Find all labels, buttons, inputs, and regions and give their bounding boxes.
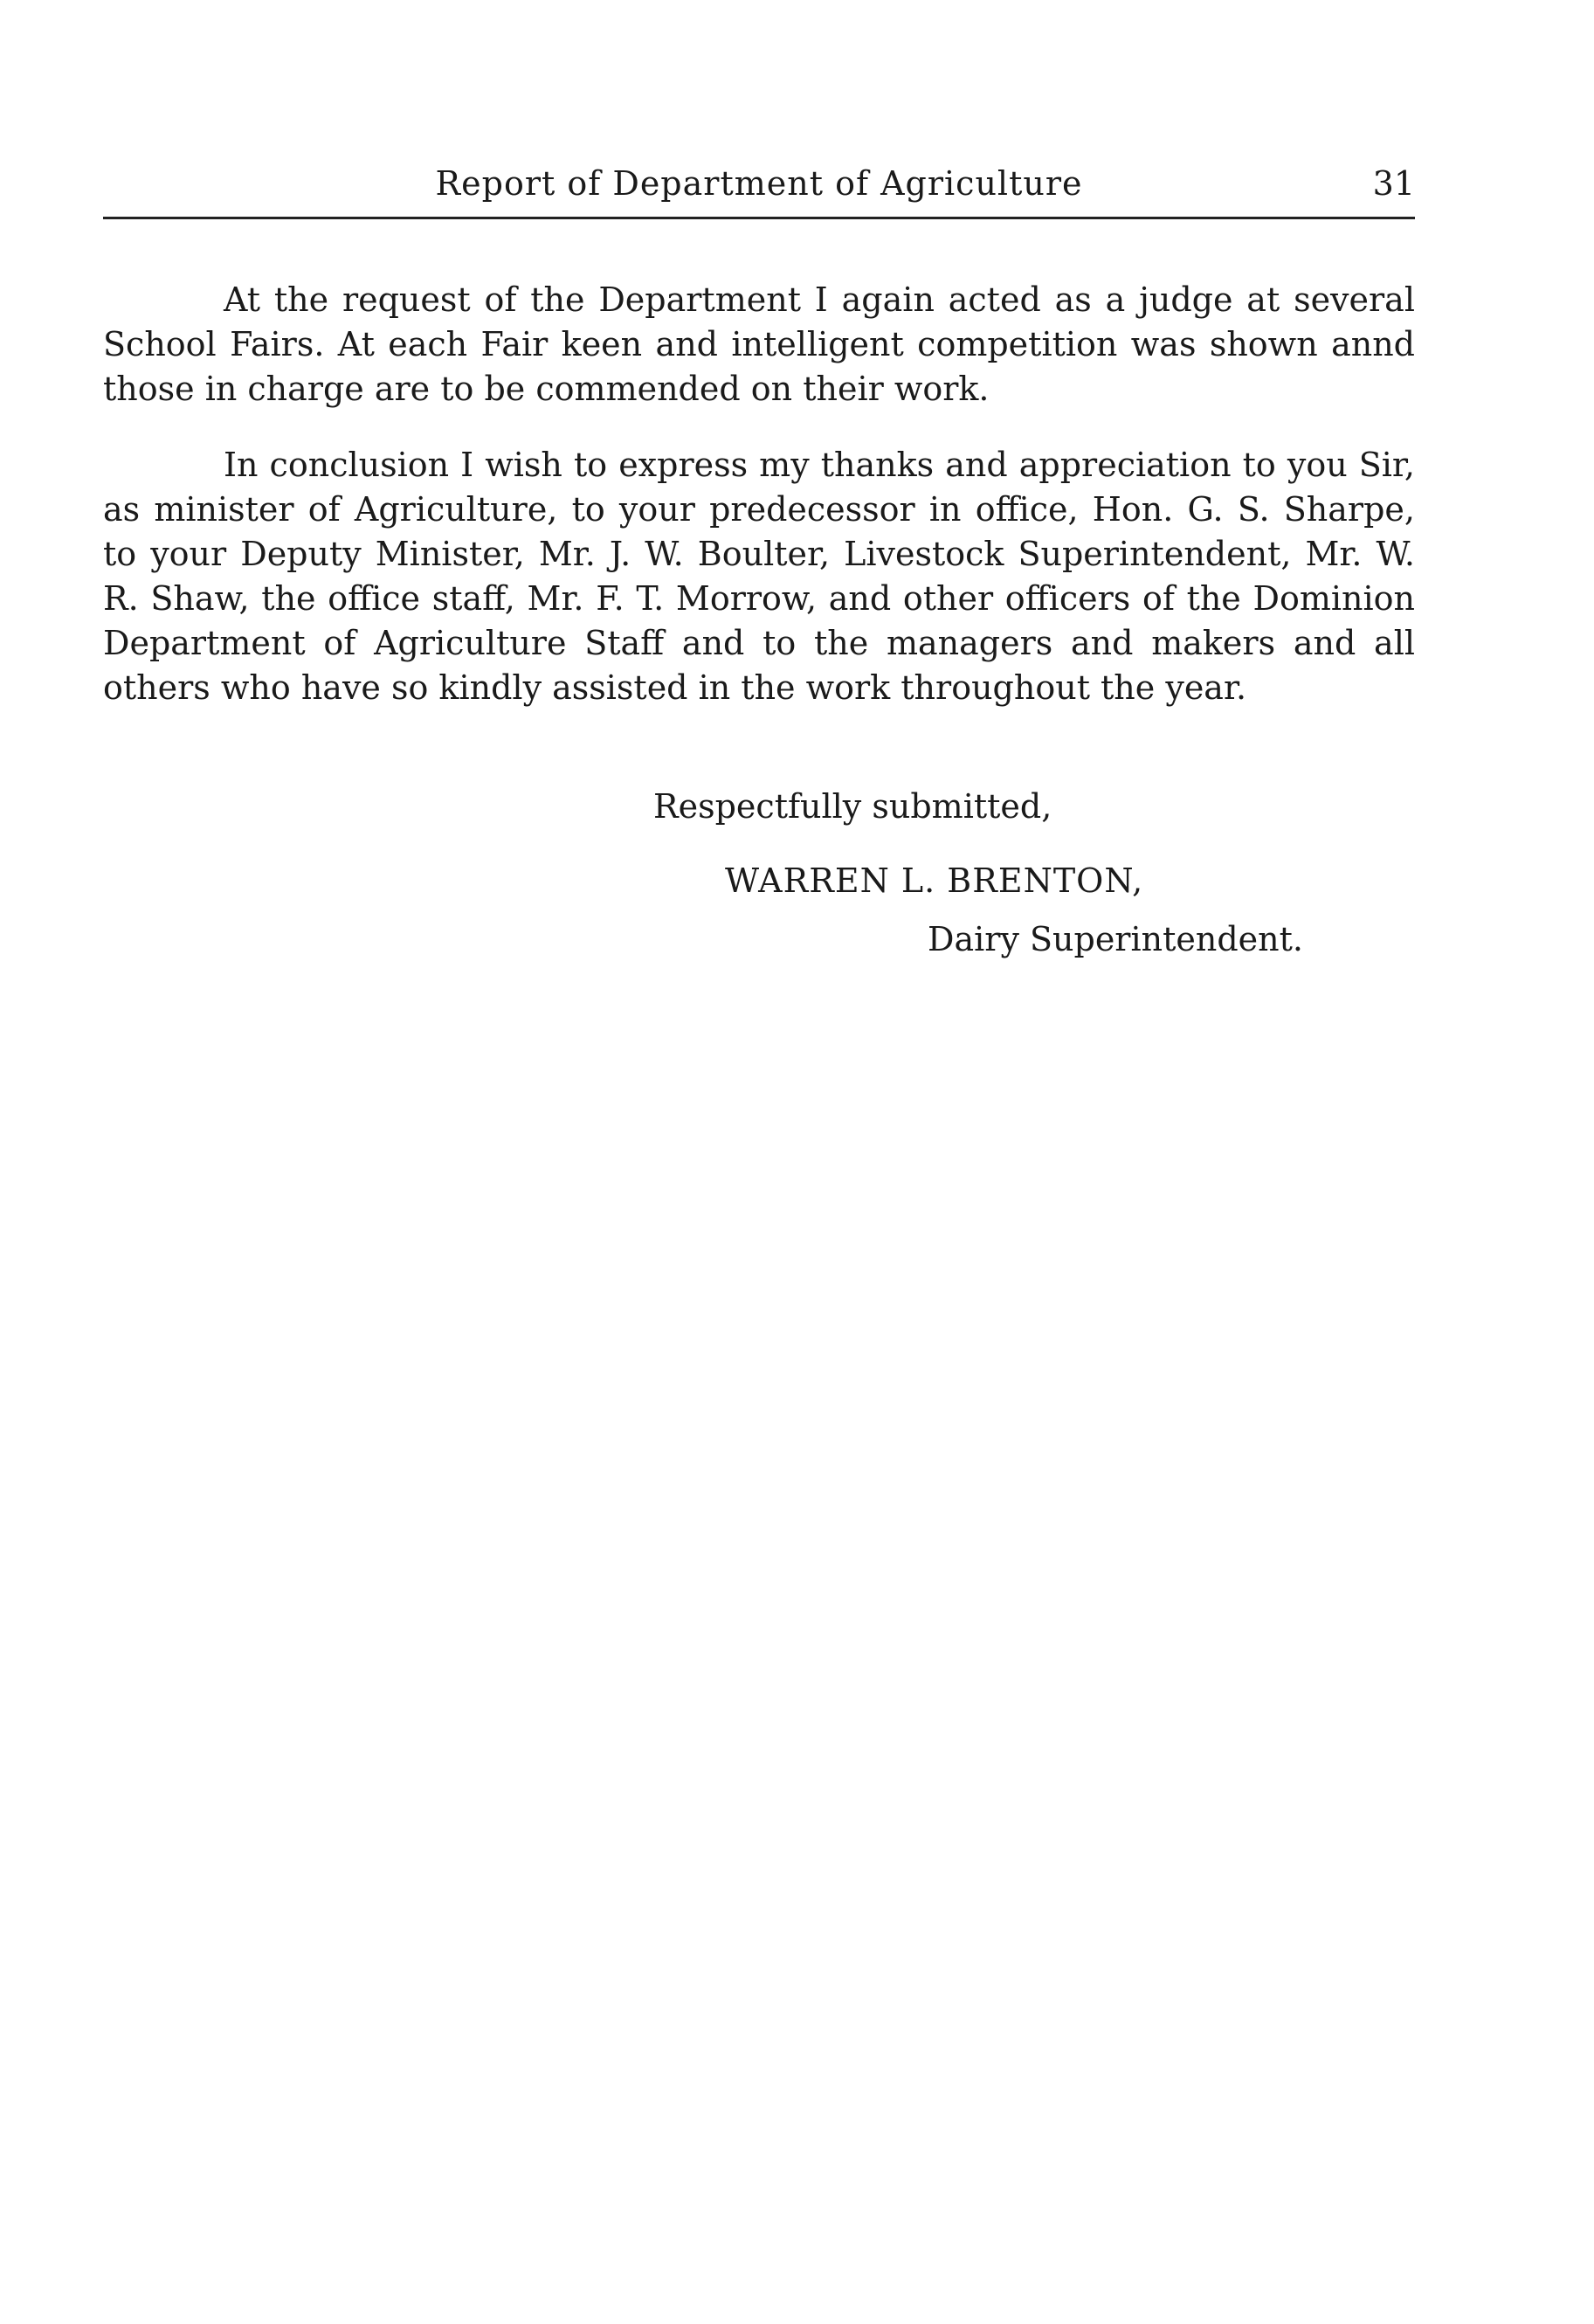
paragraph-conclusion: In conclusion I wish to express my thanks and appreciation to you Sir, as minister of Agriculture, to your predecessor in office, Hon. G. S. Sharpe, to your Deputy Minister, Mr. J. W. Boulter, Livestock Superintendent, Mr. W. R. Shaw, the office staff, Mr. F. T. Morrow, and other officers of the Dominion Department of Agriculture Staff and to the managers and makers and all others who have so kindly assisted in the work throughout the year. bbox=[103, 446, 1415, 707]
body-text bbox=[103, 278, 1415, 742]
running-title: Report of Department of Agriculture bbox=[435, 164, 1083, 203]
paragraph-school-fairs: At the request of the Department I again acted as a judge at several School Fairs. At each Fair keen and intelligent competition was shown annd those in charge are to be commended on their work. bbox=[103, 280, 1415, 408]
page-header bbox=[103, 162, 1415, 223]
page-number: 31 bbox=[1372, 164, 1415, 203]
signatory-name: WARREN L. BRENTON, bbox=[725, 861, 1144, 900]
signatory-title: Dairy Superintendent. bbox=[928, 920, 1303, 958]
closing-salutation: Respectfully submitted, bbox=[653, 787, 1052, 826]
header-rule bbox=[103, 217, 1415, 219]
